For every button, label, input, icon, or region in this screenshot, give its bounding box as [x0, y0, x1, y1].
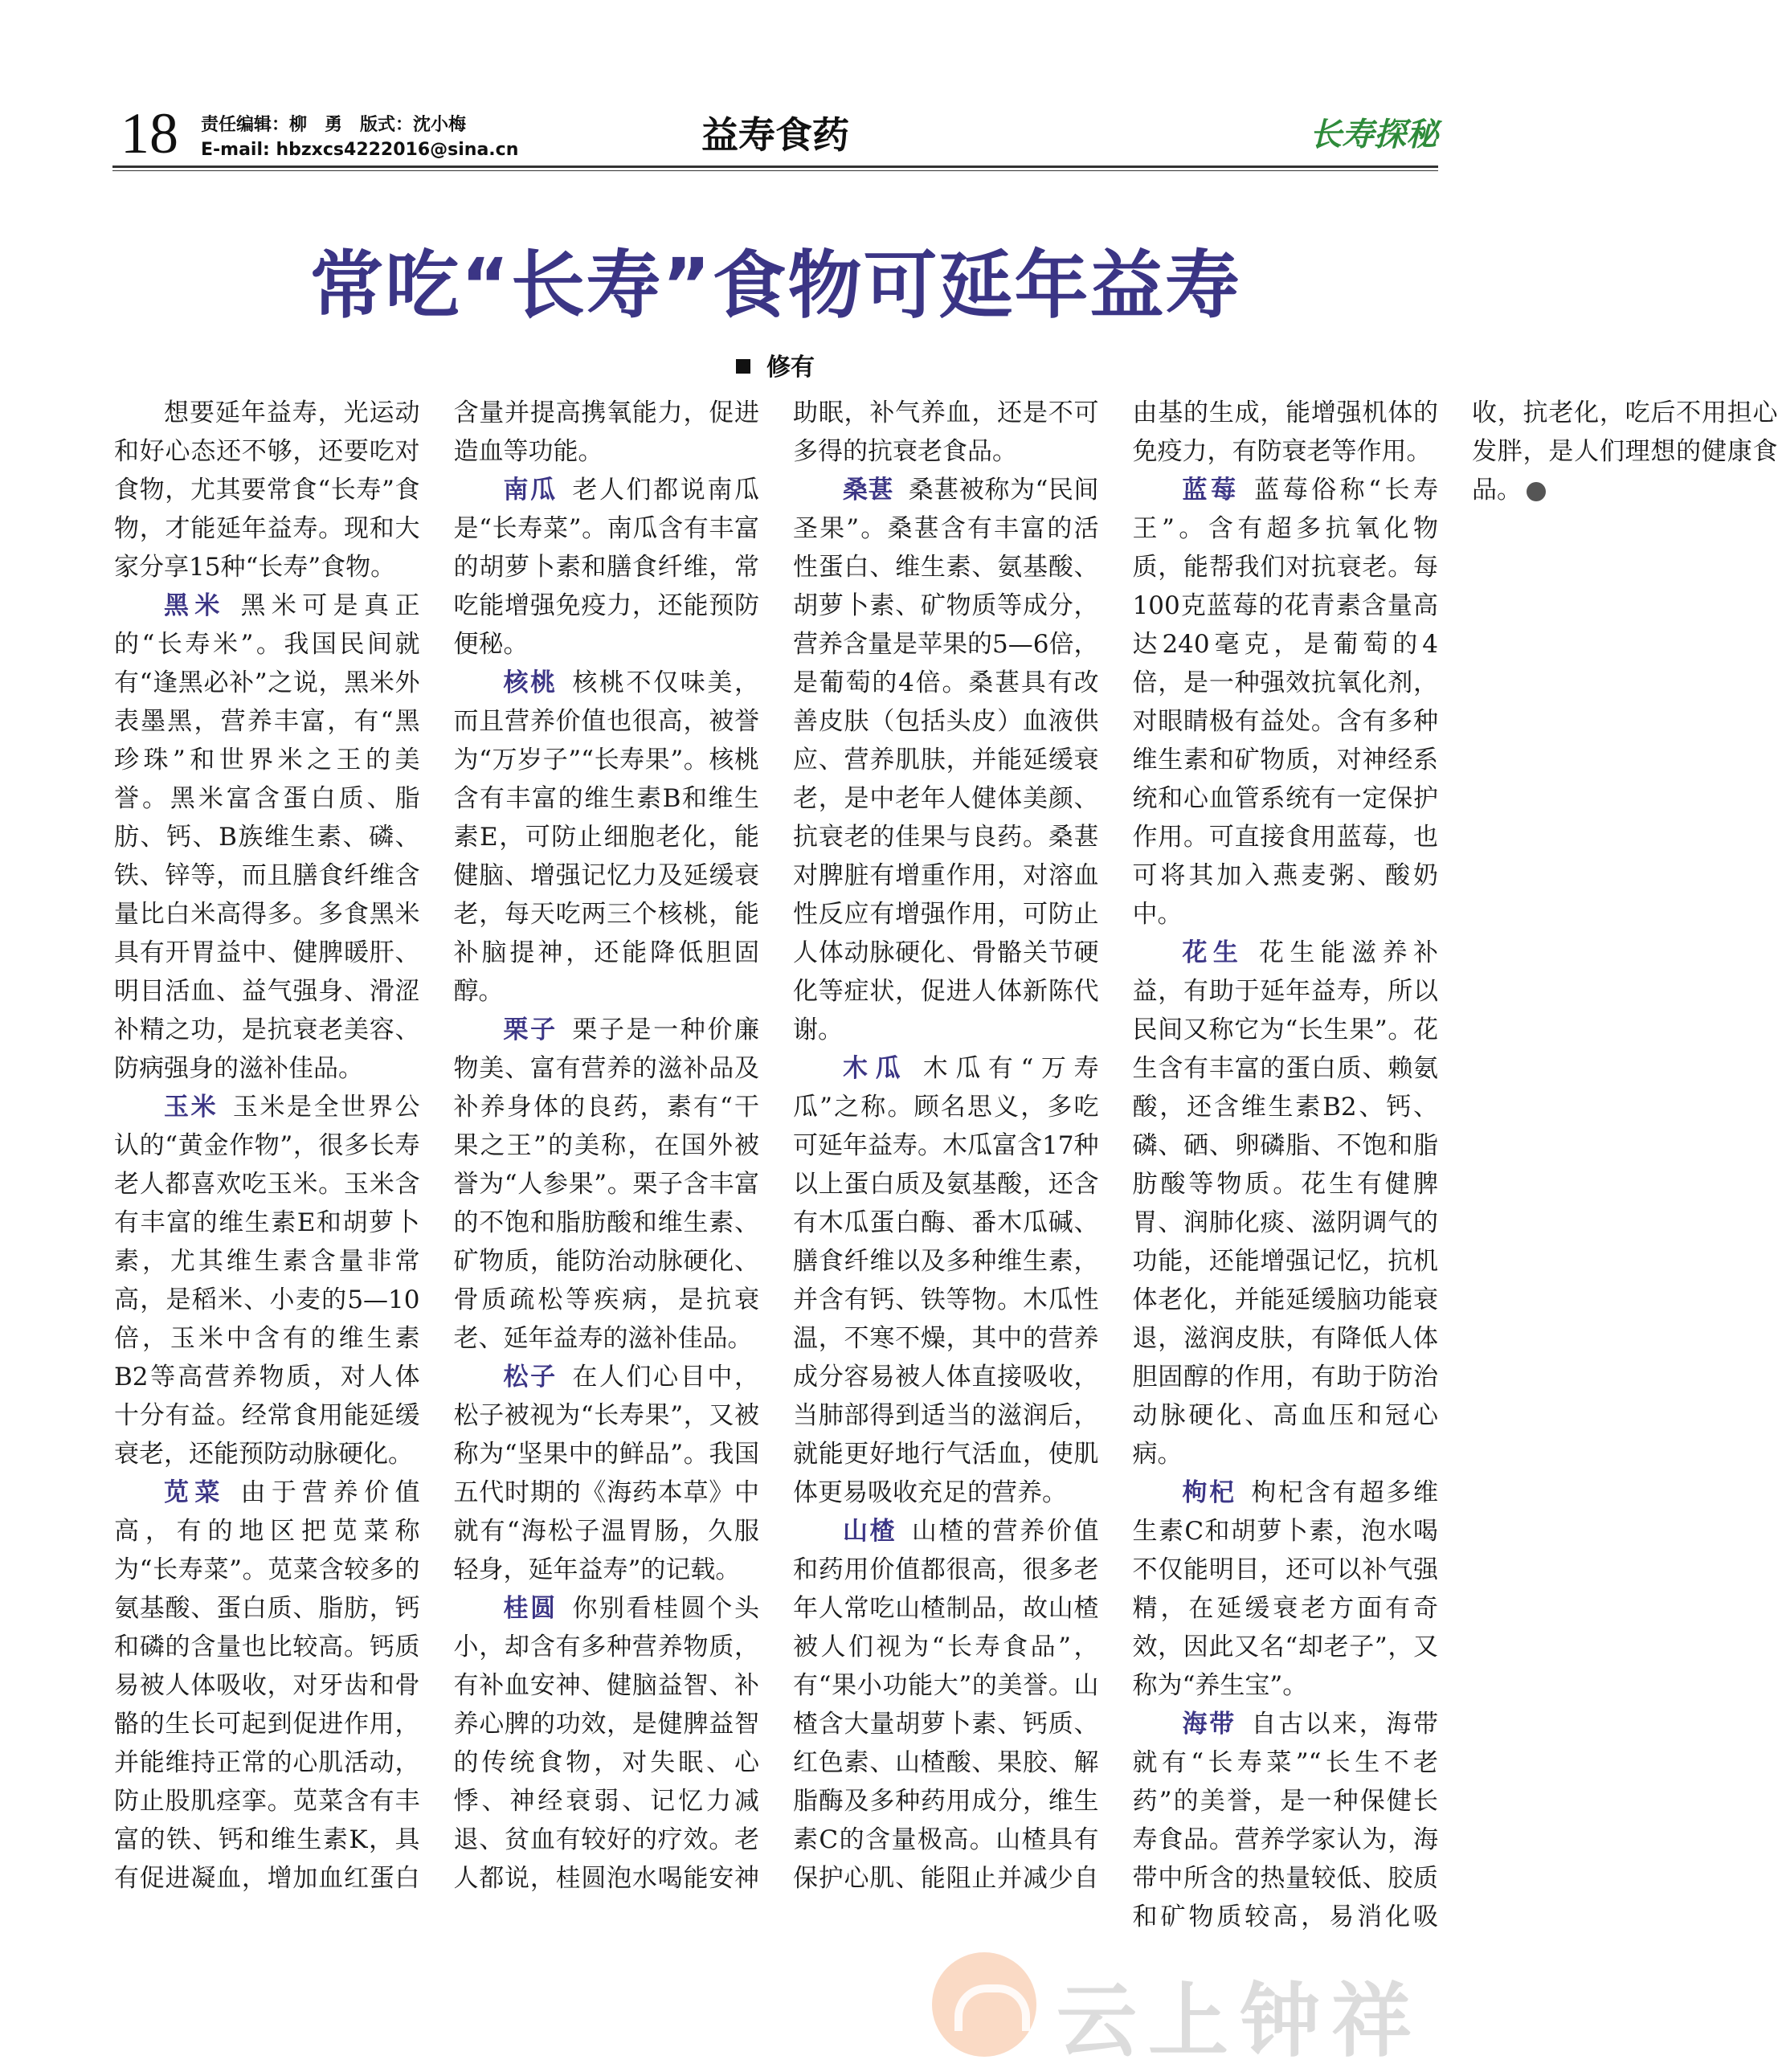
item-name: 桑葚: [843, 476, 894, 505]
page-header: [112, 103, 1438, 167]
item-name: 苋菜: [164, 1478, 226, 1507]
square-bullet-icon: [736, 359, 750, 374]
item-text: 桑葚被称为“民间圣果”。桑葚含有丰富的活性蛋白、维生素、氨基酸、胡萝卜素、矿物质等成分，营养含量是苹果的5—6倍，是葡萄的4倍。桑葚具有改善皮肤（包括头皮）血液供应、营养肌肤，并能延缓衰老，是中老年人健体美颜、抗衰老的佳果与良药。桑葚对脾脏有增重作用，对溶血性反应有增强作用，可防止人体动脉硬化、骨骼关节硬化等症状，促进人体新陈代谢。: [793, 476, 1099, 1044]
header-rule-thin: [112, 170, 1438, 171]
item-name: 核桃: [503, 668, 558, 697]
header-rule: [112, 166, 1438, 168]
column-name: 长寿探秘: [1310, 116, 1438, 153]
item-paragraph: [1133, 934, 1439, 1473]
watermark: [932, 1944, 1543, 2068]
item-name: 海带: [1182, 1710, 1236, 1739]
item-name: 花生: [1182, 938, 1245, 967]
item-text: 你别看桂圆个头小，却含有多种营养物质，有补血安神、健脑益智、补养心脾的功效，是健脾益智的传统食物，对失眠、心悸、神经衰弱、记忆力减退、贫血有较好的疗效。老人都说，桂圆泡水喝能安神助眠，补气养血，还是不可多得的抗衰老食品。: [453, 398, 1099, 1893]
watermark-logo-icon: [932, 1952, 1036, 2057]
item-text: 老人们都说南瓜是“长寿菜”。南瓜含有丰富的胡萝卜素和膳食纤维，常吃能增强免疫力，还能预防便秘。: [453, 476, 760, 659]
item-paragraph: [793, 471, 1099, 1049]
article-title: 常吃“长寿”食物可延年益寿: [309, 243, 1241, 329]
intro-paragraph: 想要延年益寿，光运动和好心态还不够，还要吃对食物，尤其要常食“长寿”食物，才能延年益寿。现和大家分享15种“长寿”食物。: [114, 398, 420, 582]
item-name: 黑米: [164, 591, 226, 620]
item-text: 木瓜有“万寿瓜”之称。顾名思义，多吃可延年益寿。木瓜富含17种以上蛋白质及氨基酸，还含有木瓜蛋白酶、番木瓜碱、膳食纤维以及多种维生素，并含有钙、铁等物。木瓜性温，不寒不燥，其中的营养成分容易被人体直接吸收，当肺部得到适当的滋润后，就能更好地行气活血，使肌体更易吸收充足的营养。: [793, 1054, 1099, 1507]
article-author: [112, 347, 1438, 382]
item-paragraph: [114, 1088, 420, 1473]
item-name: 桂圆: [503, 1594, 558, 1623]
item-name: 栗子: [503, 1016, 558, 1044]
item-text: 核桃不仅味美，而且营养价值也很高，被誉为“万岁子”“长寿果”。核桃含有丰富的维生素B和维生素E，可防止细胞老化，能健脑、增强记忆力及延缓衰老，每天吃两三个核桃，能补脑提神，还能降低胆固醇。: [453, 668, 760, 1006]
item-text: 在人们心目中，松子被视为“长寿果”，又被称为“坚果中的鲜品”。我国五代时期的《海药本草》中就有“海松子温胃肠，久服轻身，延年益寿”的记载。: [453, 1363, 760, 1584]
item-text: 黑米可是真正的“长寿米”。我国民间就有“逢黑必补”之说，黑米外表墨黑，营养丰富，有“黑珍珠”和世界米之王的美誉。黑米富含蛋白质、脂肪、钙、B族维生素、磷、铁、锌等，而且膳食纤维含量比白米高得多。多食黑米具有开胃益中、健脾暖肝、明目活血、益气强身、滑涩补精之功，是抗衰老美容、防病强身的滋补佳品。: [114, 591, 420, 1083]
item-text: 蓝莓俗称“长寿王”。含有超多抗氧化物质，能帮我们对抗衰老。每100克蓝莓的花青素含量高达240毫克，是葡萄的4倍，是一种强效抗氧化剂，对眼睛极有益处。含有多种维生素和矿物质，对神经系统和心血管系统有一定保护作用。可直接食用蓝莓，也可将其加入燕麦粥、酸奶中。: [1132, 476, 1438, 929]
item-paragraph: [114, 586, 420, 1088]
item-paragraph: [454, 664, 760, 1011]
item-name: 玉米: [164, 1093, 219, 1122]
item-text: 枸杞含有超多维生素C和胡萝卜素，泡水喝不仅能明目，还可以补气强精，在延缓衰老方面有奇效，因此又名“却老子”，又称为“养生宝”。: [1132, 1478, 1439, 1700]
item-text: 栗子是一种价廉物美、富有营养的滋补品及补养身体的良药，素有“干果之王”的美称，在国外被誉为“人参果”。栗子含丰富的不饱和脂肪酸和维生素、矿物质，能防治动脉硬化、骨质疏松等疾病，是抗衰老、延年益寿的滋补佳品。: [453, 1016, 760, 1353]
item-paragraph: [793, 1049, 1099, 1512]
item-text: 花生能滋养补益，有助于延年益寿，所以民间又称它为“长生果”。花生含有丰富的蛋白质、赖氨酸，还含维生素B2、钙、磷、硒、卵磷脂、不饱和脂肪酸等物质。花生有健脾胃、润肺化痰、滋阴调气的功能，还能增强记忆，抗机体老化，并能延缓脑功能衰退，滋润皮肤，有降低人体胆固醇的作用，有助于防治动脉硬化、高血压和冠心病。: [1132, 938, 1439, 1469]
article-end-icon: ●: [1527, 482, 1546, 501]
item-text: 山楂的营养价值和药用价值都很高，很多老年人常吃山楂制品，故山楂被人们视为“长寿食品”，有“果小功能大”的美誉。山楂含大量胡萝卜素、钙质、红色素、山楂酸、果胶、解脂酶及多种药用成分，维生素C的含量极高。山楂具有保护心肌、能阻止并减少自由基的生成，能增强机体的免疫力，有防衰老等作用。: [793, 398, 1438, 1893]
author-name: 修有: [766, 354, 815, 382]
item-name: 蓝莓: [1182, 476, 1240, 505]
item-name: 松子: [503, 1363, 558, 1392]
page-number: 18: [121, 101, 178, 166]
item-name: 南瓜: [503, 476, 558, 505]
section-title: 益寿食药: [701, 113, 849, 157]
item-paragraph: [454, 1358, 760, 1589]
item-paragraph: [1133, 471, 1439, 934]
article-body: [114, 394, 1778, 1968]
item-paragraph: [454, 1011, 760, 1358]
item-text: 玉米是全世界公认的“黄金作物”，很多长寿老人都喜欢吃玉米。玉米含有丰富的维生素E和胡萝卜素，尤其维生素含量非常高，是稻米、小麦的5—10倍，玉米中含有的维生素B2等高营养物质，对人体十分有益。经常食用能延缓衰老，还能预防动脉硬化。: [114, 1093, 420, 1469]
item-text: 自古以来，海带就有“长寿菜”“长生不老药”的美誉，是一种保健长寿食品。营养学家认为，海带中所含的热量较低、胶质和矿物质较高，易消化吸收，抗老化，吃后不用担心发胖，是人们理想的健康食品。: [1132, 398, 1778, 1931]
watermark-text: 云上钟祥: [1057, 1974, 1423, 2068]
item-name: 木瓜: [843, 1054, 909, 1083]
editors-line: 责任编辑：柳 勇 版式：沈小梅: [201, 115, 467, 135]
item-paragraph: [454, 471, 760, 664]
email-line: E-mail: hbzxcs4222016@sina.cn: [201, 140, 519, 160]
item-text: 由于营养价值高，有的地区把苋菜称为“长寿菜”。苋菜含较多的氨基酸、蛋白质、脂肪，钙和磷的含量也比较高。钙质易被人体吸收，对牙齿和骨骼的生长可起到促进作用，并能维持正常的心肌活动，防止股肌痉挛。苋菜含有丰富的铁、钙和维生素K，具有促进凝血，增加血红蛋白含量并提高携氧能力，促进造血等功能。: [114, 398, 759, 1893]
item-paragraph: [1133, 1473, 1439, 1705]
item-name: 山楂: [843, 1517, 897, 1546]
item-name: 枸杞: [1182, 1478, 1236, 1507]
